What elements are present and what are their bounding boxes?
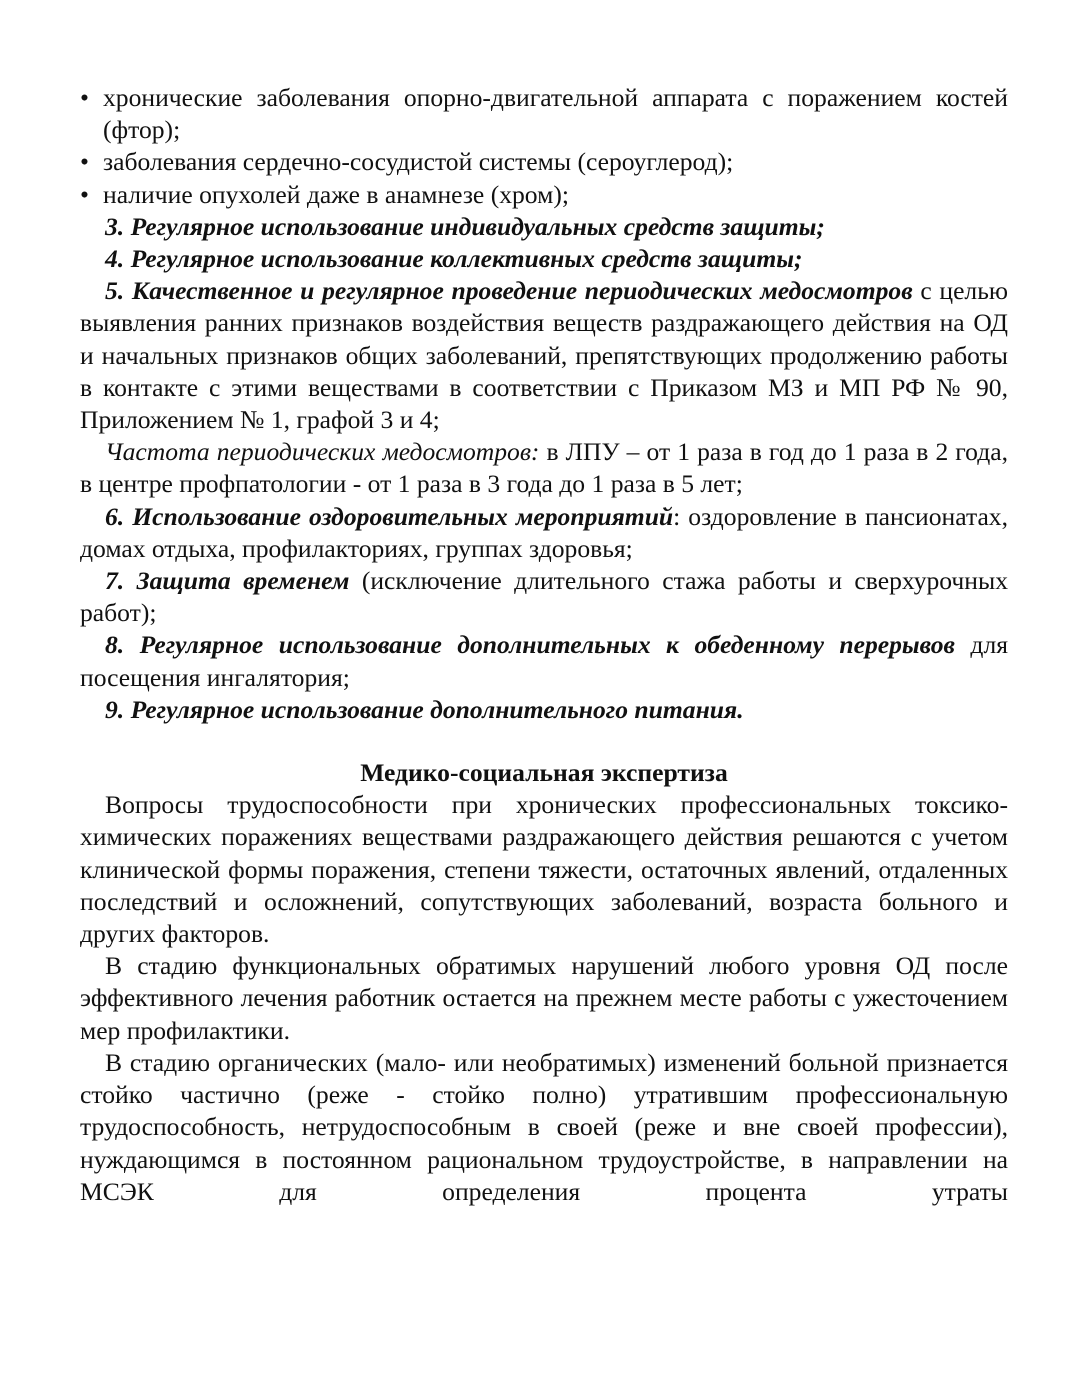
frequency-paragraph [80, 436, 1008, 500]
bullet-text: наличие опухолей даже в анамнезе (хром); [103, 179, 569, 209]
paragraph: Вопросы трудоспособности при хронических профессиональных токсико-химических поражениях веществами раздражающего действия решаются с учетом клинической формы поражения, степени тяжести, остаточных явлений, отдаленных последствий и осложнений, сопутствующих заболеваний, возраста больного и других факторов. [80, 790, 1008, 949]
frequency-text: в ЛПУ – от 1 раза в год до 1 раза в 2 года, в центре профпатологии - от 1 раза в 3 года до 1 раза в 5 лет; [80, 437, 1008, 499]
list-item-3 [80, 211, 1008, 243]
item-9-heading: 9. Регулярное использование дополнительного питания. [105, 694, 744, 724]
item-7-heading: 7. Защита временем [105, 566, 350, 596]
item-6-text: : оздоровление в пансионатах, домах отдыха, профилакториях, группах здоровья; [80, 501, 1008, 563]
frequency-label: Частота периодических медосмотров: [105, 437, 540, 467]
item-5-heading: 5. Качественное и регулярное проведение периодических медосмотров [105, 276, 913, 306]
list-item-5 [80, 275, 1008, 436]
list-item-7 [80, 565, 1008, 629]
list-item-8 [80, 629, 1008, 693]
list-item-4 [80, 243, 1008, 275]
section-title: Медико-социальная экспертиза [360, 758, 728, 788]
item-8-heading: 8. Регулярное использование дополнительных к обеденному перерывов [105, 630, 955, 660]
item-4-heading: 4. Регулярное использование коллективных средств защиты; [105, 244, 803, 274]
paragraph: В стадию органических (мало- или необратимых) изменений больной признается стойко частично (реже - стойко полно) утратившим профессиональную трудоспособность, нетрудоспособным в своей (реже и вне своей профессии), нуждающимся в постоянном рациональном трудоустройстве, в направлении на МСЭК для определения процента утраты [80, 1047, 1008, 1206]
bullet-text: заболевания сердечно-сосудистой системы (сероуглерод); [103, 147, 734, 177]
item-6-heading: 6. Использование оздоровительных мероприятий [105, 501, 674, 531]
bullet-item [80, 82, 1008, 146]
list-item-6 [80, 501, 1008, 565]
list-item-9 [80, 694, 1008, 726]
item-7-text: (исключение длительного стажа работы и сверхурочных работ); [80, 566, 1008, 628]
bullet-icon: • [80, 147, 89, 177]
paragraph: В стадию функциональных обратимых нарушений любого уровня ОД после эффективного лечения работник остается на прежнем месте работы с ужесточением мер профилактики. [80, 951, 1008, 1045]
bullet-text: хронические заболевания опорно-двигательной аппарата с поражением костей (фтор); [103, 83, 1008, 145]
item-5-text: с целью выявления ранних признаков воздействия веществ раздражающего действия на ОД и начальных признаков общих заболеваний, препятствующих продолжению работы в контакте с этими веществами в соответствии с Приказом МЗ и МП РФ № 90, Приложением № 1, графой 3 и 4; [80, 276, 1008, 435]
document-page [80, 82, 1008, 1208]
bullet-item [80, 146, 1008, 178]
bullet-item [80, 179, 1008, 211]
item-8-text: для посещения ингалятория; [80, 630, 1008, 692]
item-3-heading: 3. Регулярное использование индивидуальных средств защиты; [105, 211, 825, 241]
bullet-icon: • [80, 83, 89, 112]
bullet-icon: • [80, 179, 89, 209]
